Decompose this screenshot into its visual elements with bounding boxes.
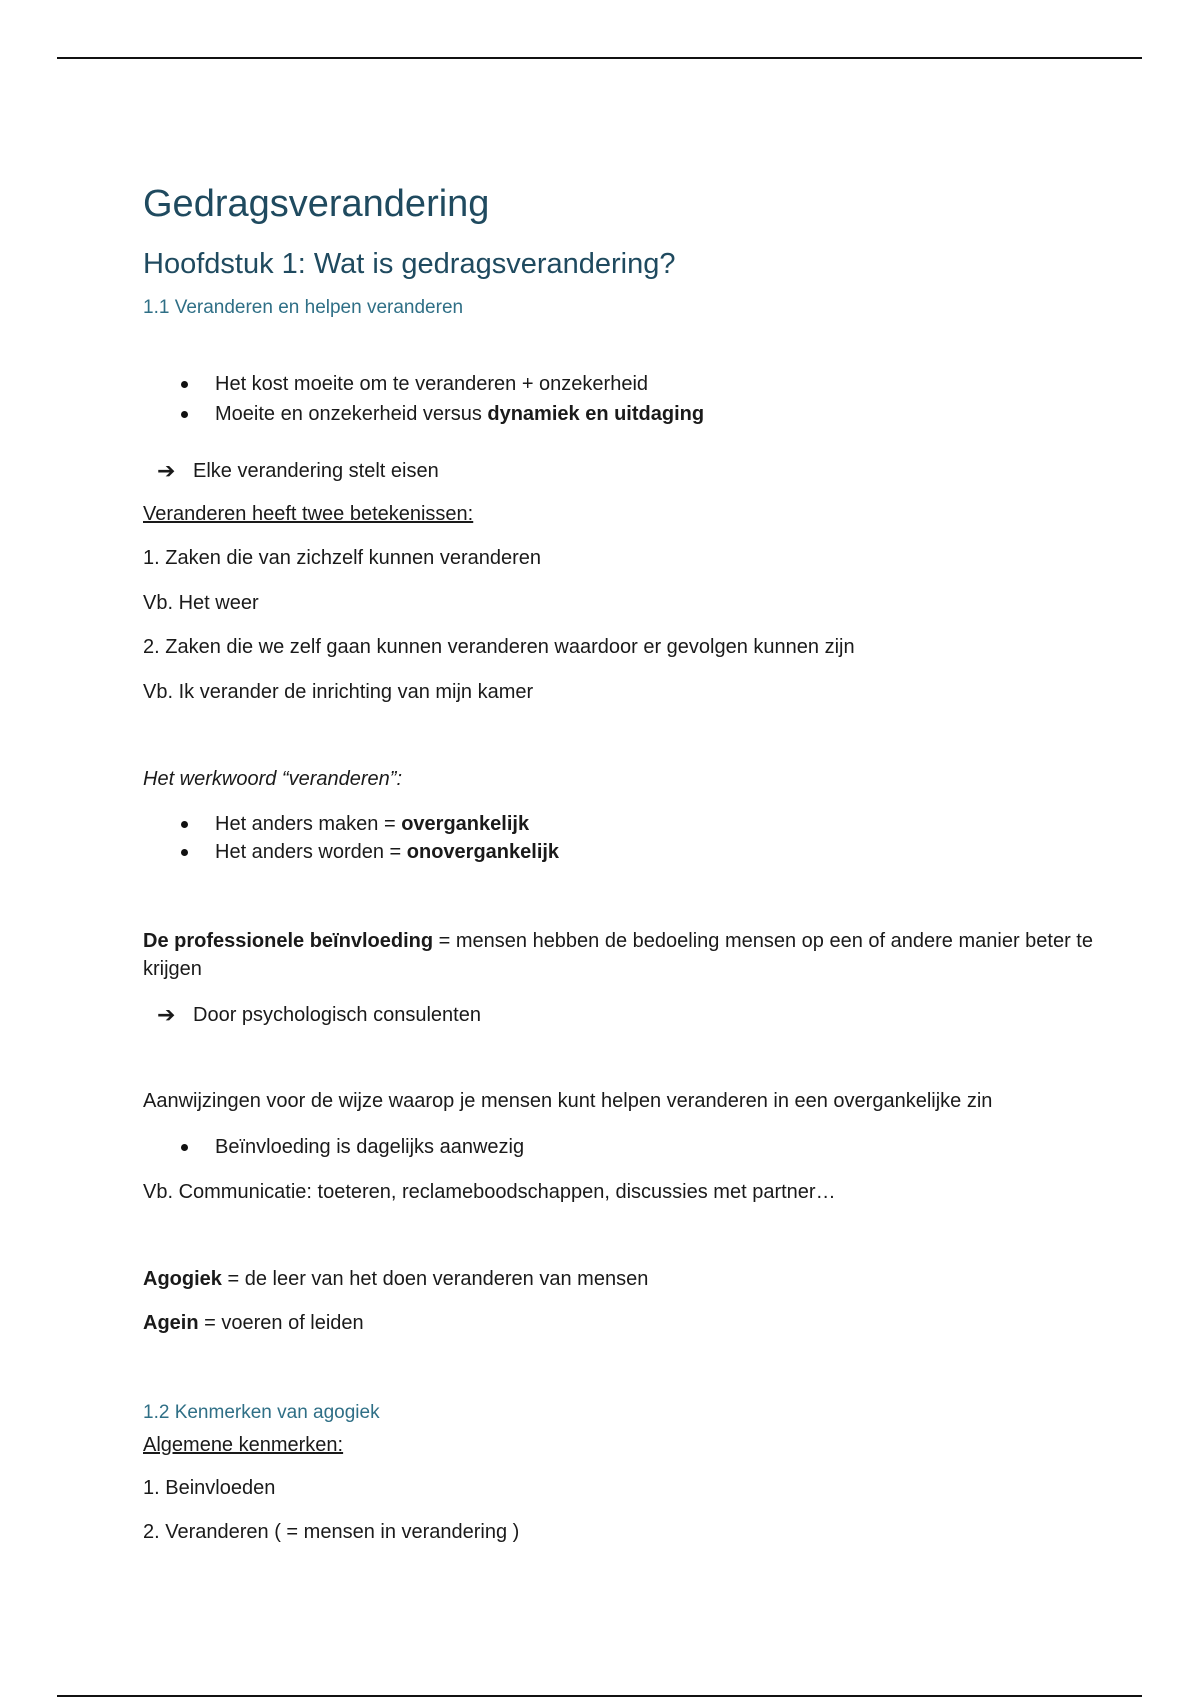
meanings-heading: Veranderen heeft twee betekenissen: xyxy=(143,503,474,525)
page-title: Gedragsverandering xyxy=(143,183,490,225)
item-2: 2. Veranderen ( = mensen in verandering ) xyxy=(143,1521,520,1543)
section-heading-1-1: 1.1 Veranderen en helpen veranderen xyxy=(143,297,464,318)
general-heading: Algemene kenmerken: xyxy=(143,1434,344,1456)
item-1: 1. Beinvloeden xyxy=(143,1477,276,1499)
header-rule xyxy=(57,57,1142,59)
footer-rule xyxy=(57,1695,1142,1697)
arrow-right-icon: ➔ xyxy=(157,1002,176,1027)
bullet-icon xyxy=(181,821,188,828)
agogiek-definition: Agogiek = de leer van het doen veranderen van mensen xyxy=(143,1268,649,1290)
section-heading-1-2: 1.2 Kenmerken van agogiek xyxy=(143,1402,380,1423)
agein-definition: Agein = voeren of leiden xyxy=(143,1312,364,1334)
influence-definition: De professionele beïnvloeding = mensen hebben de bedoeling mensen op een of andere manier beter te krijgen xyxy=(143,930,1093,980)
bullet-icon xyxy=(181,1144,188,1151)
bullet-icon xyxy=(181,411,188,418)
meaning-2: 2. Zaken die we zelf gaan kunnen veranderen waardoor er gevolgen kunnen zijn xyxy=(143,636,855,658)
verb-heading: Het werkwoord “veranderen”: xyxy=(143,768,402,790)
arrow-right-icon: ➔ xyxy=(157,458,176,483)
example-3: Vb. Communicatie: toeteren, reclameboodschappen, discussies met partner… xyxy=(143,1181,836,1203)
guidance-text: Aanwijzingen voor de wijze waarop je mensen kunt helpen veranderen in een overgankelijke zin xyxy=(143,1090,993,1112)
bullet-icon xyxy=(181,849,188,856)
chapter-heading: Hoofdstuk 1: Wat is gedragsverandering? xyxy=(143,248,676,280)
example-1: Vb. Het weer xyxy=(143,592,259,614)
example-2: Vb. Ik verander de inrichting van mijn kamer xyxy=(143,681,534,703)
bullet-icon xyxy=(181,381,188,388)
meaning-1: 1. Zaken die van zichzelf kunnen veranderen xyxy=(143,547,542,569)
